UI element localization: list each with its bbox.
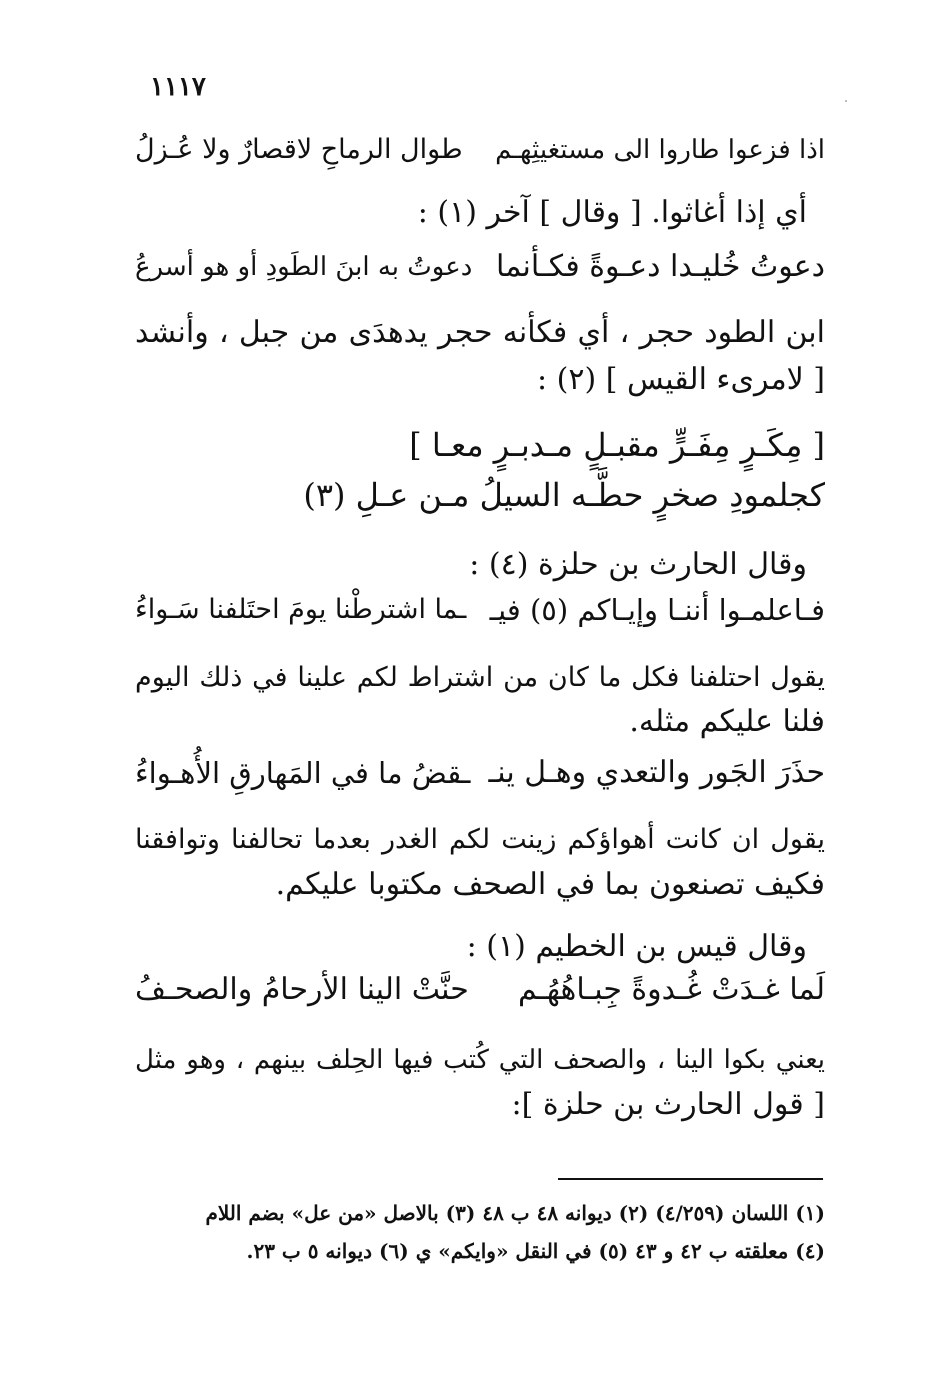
footnote-line: (١) اللسان (٤/٢٥٩) (٢) ديوانه ٤٨ ب ٤٨ (٣) بالاصل «من عل» بضم اللام: [205, 1201, 825, 1225]
prose-line: يعني بكوا الينا ، والصحف التي كُتب فيها الحِلف بينهم ، وهو مثل: [135, 1045, 825, 1075]
prose-line: فلنا عليكم مثله.: [629, 704, 825, 739]
prose-line: كجلمودِ صخرٍ حطَّـه السيلُ مـن عـلِ (٣): [303, 476, 825, 514]
prose-line: [ قول الحارث بن حلزة ]:: [511, 1087, 825, 1122]
verse-line: [135, 753, 825, 793]
prose-line: [ لامرىء القيس ] (٢) :: [536, 362, 825, 397]
verse-first-hemistich: لَما غـدَتْ غُـدوةً جِبـاهُهُـم: [517, 972, 825, 1007]
verse-second-hemistich: طوال الرماحِ لاقصارٌ ولا عُـزلُ: [135, 134, 463, 165]
prose-line: يقول ان كانت أهواؤكم زينت لكم الغدر بعدما تحالفنا وتوافقنا: [135, 824, 825, 855]
prose-line: ابن الطود حجر ، أي فكأنه حجر يدهدَى من جبل ، وأنشد: [135, 315, 825, 350]
verse-second-hemistich: دعوتُ به ابنَ الطَودِ أو هو أسرعُ: [135, 252, 473, 282]
verse-second-hemistich: ـقضُ ما في المَهارقِ الأُهـواءُ: [135, 756, 471, 790]
footnote-separator: [558, 1178, 823, 1180]
prose-line: [ مِكَـرٍ مِفَـرٍّ مقبـلٍ مـدبـرٍ معـا ]: [409, 426, 825, 464]
verse-line: [135, 247, 825, 287]
verse-line: [135, 590, 825, 630]
prose-line: فكيف تصنعون بما في الصحف مكتوبا عليكم.: [275, 867, 825, 902]
verse-first-hemistich: حذَرَ الجَور والتعدي وهـل ينـ: [488, 755, 825, 790]
page-number: ١١١٧: [150, 72, 206, 102]
verse-line: [135, 130, 825, 170]
verse-first-hemistich: فـاعلمـوا أننـا وإيـاكم (٥) فيـ: [489, 593, 825, 627]
prose-line: وقال الحارث بن حلزة (٤) :: [469, 547, 807, 582]
verse-second-hemistich: ـما اشترطْنا يومَ احتَلفنا سَـواءُ: [135, 594, 467, 625]
prose-line: يقول احتلفنا فكل ما كان من اشتراط لكم علينا في ذلك اليوم: [135, 662, 825, 693]
footnote-line: (٤) معلقته ب ٤٢ و ٤٣ (٥) في النقل «وايكم» ي (٦) ديوانه ٥ ب ٢٣.: [246, 1239, 825, 1263]
scan-mark: [845, 100, 847, 102]
verse-second-hemistich: حنَّتْ الينا الأرحامُ والصحـفُ: [135, 972, 469, 1007]
prose-line: أي إذا أغاثوا. [ وقال ] آخر (١) :: [417, 195, 807, 230]
verse-first-hemistich: دعوتُ خُليـدا دعـوةً فكـأنما: [496, 249, 825, 284]
prose-line: وقال قيس بن الخطيم (١) :: [466, 929, 807, 964]
verse-first-hemistich: اذا فزعوا طاروا الى مستغيثِهـم: [495, 135, 825, 165]
verse-line: [135, 970, 825, 1010]
